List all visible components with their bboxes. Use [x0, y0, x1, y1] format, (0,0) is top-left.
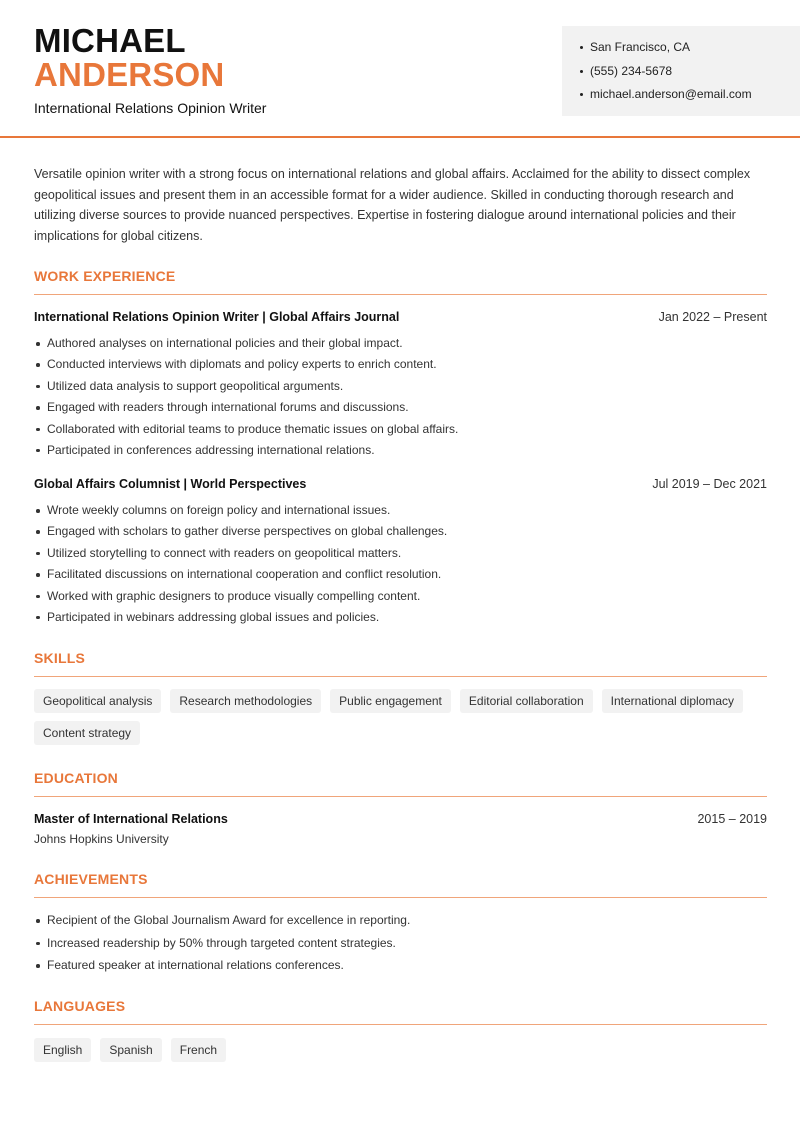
- list-item: Facilitated discussions on international cooperation and conflict resolution.: [34, 567, 767, 588]
- job-2-bullets: [34, 503, 767, 631]
- section-title-languages: LANGUAGES: [34, 998, 126, 1014]
- job-1-bullets: [34, 336, 767, 464]
- contact-location: San Francisco, CA: [580, 40, 800, 64]
- section-title-achievements: ACHIEVEMENTS: [34, 871, 148, 887]
- list-item: Authored analyses on international policies and their global impact.: [34, 336, 767, 357]
- skill-chip: International diplomacy: [602, 689, 743, 713]
- education-school: Johns Hopkins University: [34, 832, 169, 846]
- list-item: Collaborated with editorial teams to produce thematic issues on global affairs.: [34, 422, 767, 443]
- section-divider: [34, 897, 767, 898]
- list-item: Conducted interviews with diplomats and policy experts to enrich content.: [34, 357, 767, 378]
- list-item: Recipient of the Global Journalism Award for excellence in reporting.: [34, 913, 767, 936]
- language-chip: English: [34, 1038, 91, 1062]
- list-item: Engaged with readers through international forums and discussions.: [34, 400, 767, 421]
- section-title-skills: SKILLS: [34, 650, 85, 666]
- skill-chip: Editorial collaboration: [460, 689, 593, 713]
- section-divider: [34, 676, 767, 677]
- section-title-education: EDUCATION: [34, 770, 118, 786]
- list-item: Utilized data analysis to support geopolitical arguments.: [34, 379, 767, 400]
- education-degree: Master of International Relations: [34, 812, 228, 826]
- achievements-list: [34, 913, 767, 981]
- skill-chip: Research methodologies: [170, 689, 321, 713]
- skill-chip: Geopolitical analysis: [34, 689, 161, 713]
- section-divider: [34, 1024, 767, 1025]
- skill-chip: Public engagement: [330, 689, 451, 713]
- list-item: Increased readership by 50% through targeted content strategies.: [34, 936, 767, 959]
- contact-box: [562, 26, 800, 116]
- list-item: Engaged with scholars to gather diverse perspectives on global challenges.: [34, 524, 767, 545]
- first-name: MICHAEL: [34, 22, 186, 59]
- job-2-date: Jul 2019 – Dec 2021: [652, 477, 767, 491]
- skill-chip: Content strategy: [34, 721, 140, 745]
- contact-email[interactable]: michael.anderson@email.com: [580, 87, 800, 111]
- education-date: 2015 – 2019: [697, 812, 767, 826]
- candidate-name: [34, 24, 224, 92]
- list-item: Utilized storytelling to connect with readers on geopolitical matters.: [34, 546, 767, 567]
- contact-phone: (555) 234-5678: [580, 64, 800, 88]
- job-2-title: Global Affairs Columnist | World Perspectives: [34, 477, 307, 491]
- resume-header: [0, 0, 800, 138]
- list-item: Participated in webinars addressing global issues and policies.: [34, 610, 767, 631]
- section-title-work: WORK EXPERIENCE: [34, 268, 176, 284]
- job-1-title: International Relations Opinion Writer | Global Affairs Journal: [34, 310, 400, 324]
- section-divider: [34, 294, 767, 295]
- list-item: Wrote weekly columns on foreign policy and international issues.: [34, 503, 767, 524]
- list-item: Worked with graphic designers to produce visually compelling content.: [34, 589, 767, 610]
- language-chip: Spanish: [100, 1038, 161, 1062]
- languages-list: [34, 1038, 767, 1062]
- professional-summary: Versatile opinion writer with a strong focus on international relations and global affairs. Acclaimed for the ability to dissect complex geopolitical issues and present them in an accessible format for a wider audience. Skilled in conducting thorough research and utilizing diverse sources to provide nuanced perspectives. Expertise in fostering dialogue around international policies and their implications for global citizens.: [34, 167, 751, 243]
- section-divider: [34, 796, 767, 797]
- list-item: Featured speaker at international relations conferences.: [34, 958, 767, 981]
- list-item: Participated in conferences addressing international relations.: [34, 443, 767, 464]
- language-chip: French: [171, 1038, 226, 1062]
- skills-list: [34, 689, 767, 745]
- job-title-headline: International Relations Opinion Writer: [34, 100, 267, 116]
- last-name: ANDERSON: [34, 56, 225, 93]
- job-1-date: Jan 2022 – Present: [658, 310, 767, 324]
